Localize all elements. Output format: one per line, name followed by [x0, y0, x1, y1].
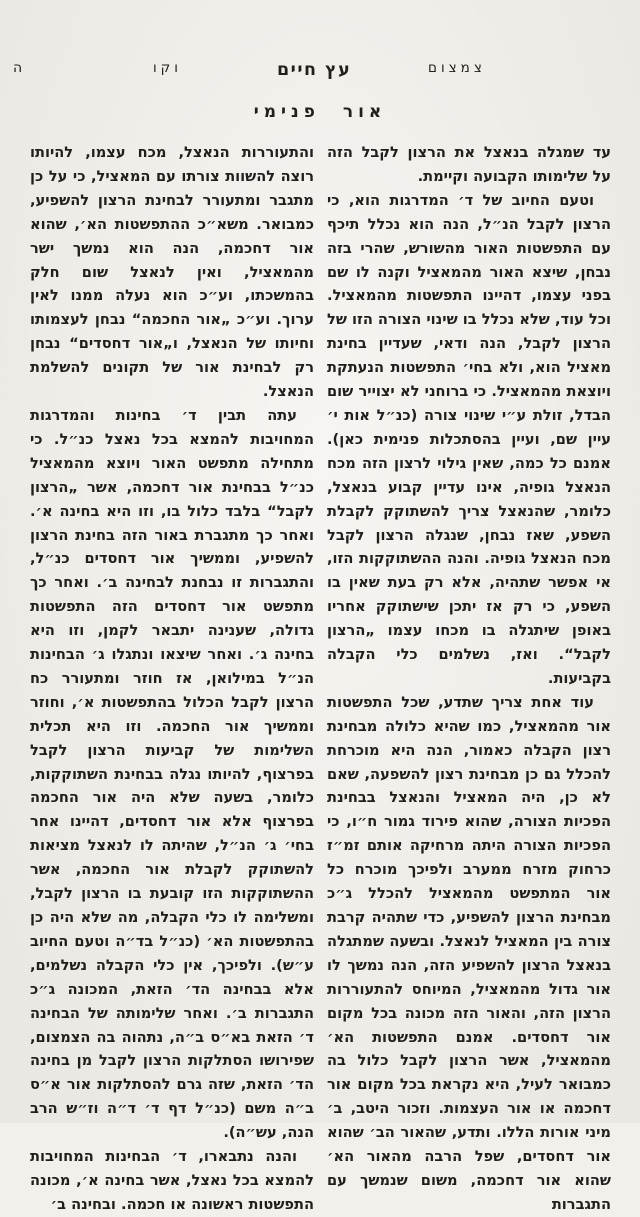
paragraph-continuation: עד שמגלה בנאצל את הרצון לקבל הזה על שלימותו הקבועה וקיימת. — [327, 144, 611, 185]
paragraph: והנה נתבארו, ד׳ הבחינות המחויבות להמצא בכל נאצל, אשר בחינה א׳, מכונה התפשטות ראשונה או חכמה. ובחינה ב׳ — [30, 1148, 314, 1213]
column-right — [327, 141, 611, 1217]
header-section-vekav: וקו — [153, 60, 182, 76]
paragraph: וטעם החיוב של ד׳ המדרגות הוא, כי הרצון לקבל הנ״ל, הנה הוא נכלל תיכף עם התפשטות האור מהשורש, שהרי בזה נבחן, שיצא האור מהמאציל וקנה לו שם בפני עצמו, דהיינו התפשטות מהמאציל. וכל עוד, שלא נכלל בו שינוי הצורה הזו של הרצון לקבל, הנה ודאי, שעדיין בחינת מאציל הוא, ולא בחי׳ התפשטות הנעתקת ויוצאת מהמאציל. כי ברוחני לא יצוייר שום הבדל, זולת ע״י שינוי צורה (כנ״ל אות י׳ עיין שם, ועיין בהסתכלות פנימית כאן). אמנם כל כמה, שאין גילוי לרצון הזה מכח הנאצל גופיה, אינו עדיין קבוע בנאצל, כלומר, שהנאצל צריך להשתוקק לקבלת השפע, שאז נבחן, שנגלה הרצון לקבל מכח הנאצל גופיה. והנה ההשתוקקות הזו, אי אפשר שתהיה, אלא רק בעת שאין בו השפע, כי רק אז יתכן שישתוקק אחריו באופן שיתגלה בו מכחו עצמו „הרצון לקבל“. ואז, נשלמים כלי הקבלה בקביעות. — [326, 191, 611, 687]
paragraph: עתה תבין ד׳ בחינות והמדרגות המחויבות להמצא בכל נאצל כנ״ל. כי מתחילה מתפשט האור ויוצא מהמאציל כנ״ל בבחינת אור דחכמה, אשר „הרצון לקבל“ בלבד כלול בו, וזו היא בחינה א׳. ואחר כך מתגברת באור הזה בחינת הרצון להשפיע, וממשיך אור דחסדים כנ״ל, והתגברות זו נבחנת לבחינה ב׳. ואחר כך מתפשט אור דחסדים הזה התפשטות גדולה, שענינה יתבאר לקמן, וזו היא בחינה ג׳. ואחר שיצאו ונתגלו ג׳ הבחינות הנ״ל במילואן, אז חוזר ומתעורר כח הרצון לקבל הכלול בהתפשטות א׳, וחוזר וממשיך אור החכמה. וזו היא תכלית השלימות של קביעות הרצון לקבל בפרצוף, להיותו נגלה בבחינת השתוקקות, כלומר, בשעה שלא היה אור החכמה בפרצוף אלא אור דחסדים, דהיינו אחר בחי׳ ג׳ הנ״ל, שהיתה לו לנאצל מציאות להשתוקק לקבלת אור החכמה, אשר ההשתוקקות הזו קובעת בו הרצון לקבל, ומשלימה לו כלי הקבלה, מה שלא היה כן בהתפשטות הא׳ (כנ״ל בד״ה וטעם החיוב ע״ש). ולפיכך, אין כלי הקבלה נשלמים, אלא בבחינה הד׳ הזאת, המכונה ג״כ התגברות ב׳. ואחר שלימותה של הבחינה ד׳ הזאת בא״ס ב״ה, נתהוה בה הצמצום, שפירושו הסתלקות הרצון לקבל מן בחינה הד׳ הזאת, שזה גרם להסתלקות אור א״ס ב״ה משם (כנ״ל דף ד׳ ד״ה וז״ש הרב הנה, עש״ה). — [30, 406, 314, 1142]
paragraph: עוד אחת צריך שתדע, שכל התפשטות אור מהמאציל, כמו שהיא כלולה מבחינת רצון הקבלה כאמור, הנה היא מוכרחת להכלל גם כן מבחינת רצון להשפעה, שאם לא כן, היה המאציל והנאצל בבחינת הפכיות הצורה, שהוא פירוד גמור ח״ו, כי הפכיות הצורה היתה מרחיקה אותם זמ״ז כרחוק מזרח ממערב ולפיכך מוכרח כל אור המתפשט מהמאציל להכלל ג״כ מבחינת הרצון להשפיע, כדי שתהיה קרבת צורה בין המאציל לנאצל. ובשעה שמתגלה בנאצל הרצון להשפיע הזה, הנה נמשך לו אור גדול מהמאציל, המיוחס להתעוררות הרצון הזה, והאור הזה מכונה בכל מקום אור דחסדים. אמנם התפשטות הא׳ מהמאציל, אשר הרצון לקבל כלול בה כמבואר לעיל, היא נקראת בכל מקום אור דחכמה או אור העצמות. וזכור היטב, ב׳ מיני אורות הללו. ותדע, שהאור הב׳ שהוא אור דחסדים, שפל הרבה מהאור הא׳ שהוא אור דחכמה, משום שנמשך עם התגברות — [327, 693, 611, 1213]
column-left — [30, 141, 314, 1217]
folio-number: ה — [13, 60, 23, 76]
text-columns — [30, 141, 611, 1217]
page-title: אור פנימי — [253, 102, 387, 122]
header-book-title: עץ חיים — [277, 60, 352, 80]
header-section-tzimtzum: צמצום — [428, 60, 486, 76]
paragraph-continuation: והתעוררות הנאצל, מכח עצמו, להיותו רוצה להשוות צורתו עם המאציל, כי על כן מתגבר ומתעורר לבחינת הרצון להשפיע, כמבואר. משא״כ ההתפשטות הא׳, שהוא אור דחכמה, הנה הוא נמשך ישר מהמאציל, ואין לנאצל שום חלק בהמשכתו, וע״כ הוא נעלה ממנו לאין ערוך. וע״כ „אור החכמה“ נבחן לעצמותו וחיותו של הנאצל, ו„אור דחסדים“ נבחן רק לבחינת אור של תקונים להשלמת הנאצל. — [30, 144, 314, 401]
